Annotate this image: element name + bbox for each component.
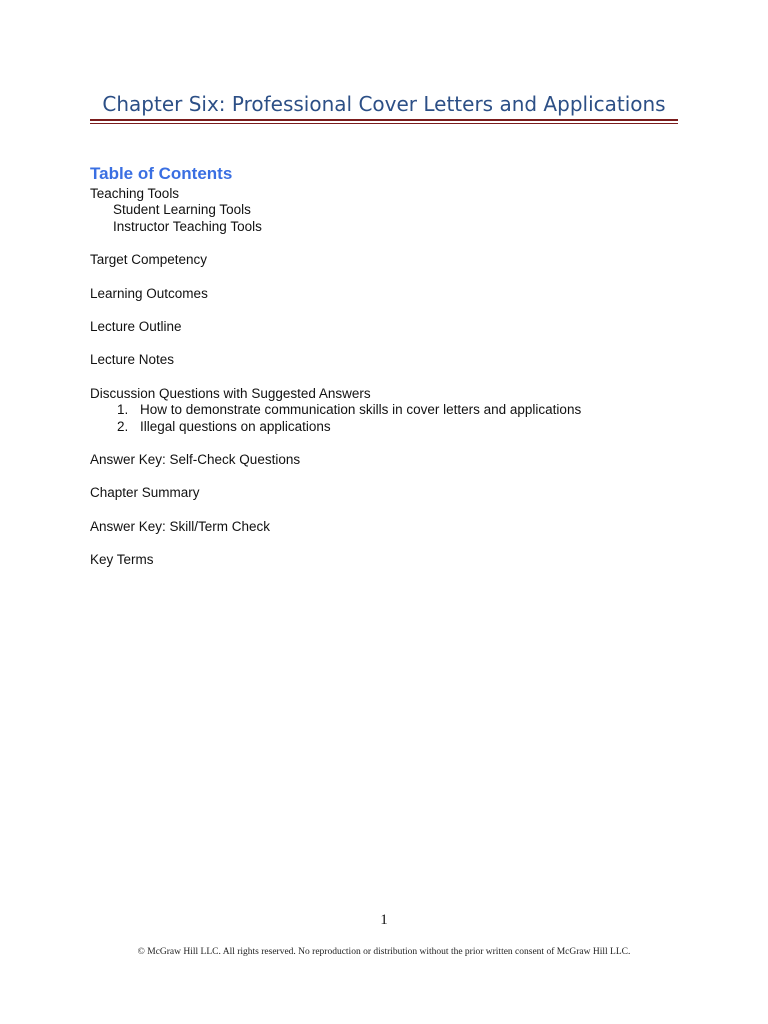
toc-item-target-competency: Target Competency — [90, 252, 208, 268]
toc-item-instructor-teaching-tools: Instructor Teaching Tools — [113, 218, 262, 234]
chapter-title: Chapter Six: Professional Cover Letters and Applications — [102, 92, 666, 116]
divider-line-thick — [90, 119, 678, 121]
toc-item-lecture-notes: Lecture Notes — [90, 352, 175, 368]
toc-item-student-learning-tools: Student Learning Tools — [113, 202, 251, 218]
title-divider — [90, 119, 678, 125]
toc-item-teaching-tools: Teaching Tools — [90, 186, 180, 201]
toc-item-chapter-summary: Chapter Summary — [90, 485, 200, 501]
toc-item-answer-key-skill-term: Answer Key: Skill/Term Check — [90, 518, 271, 534]
toc-item-answer-key-self-check: Answer Key: Self-Check Questions — [90, 452, 301, 468]
toc-item-learning-outcomes: Learning Outcomes — [90, 285, 208, 301]
toc-heading: Table of Contents — [90, 164, 233, 183]
toc-item-discussion-questions: Discussion Questions with Suggested Answers — [90, 385, 371, 401]
discussion-list — [90, 402, 690, 435]
list-item — [90, 402, 690, 418]
list-item — [90, 419, 690, 435]
list-item-number: 2. — [117, 418, 129, 434]
table-of-contents — [90, 164, 690, 569]
toc-item-lecture-outline: Lecture Outline — [90, 319, 182, 335]
divider-line-thin — [90, 123, 678, 124]
copyright-footer: © McGraw Hill LLC. All rights reserved. No reproduction or distribution without the prior written consent of McGraw Hill LLC. — [137, 947, 631, 957]
list-item-text: How to demonstrate communication skills in cover letters and applications — [140, 402, 582, 418]
list-item-number: 1. — [117, 402, 129, 418]
page-number: 1 — [380, 912, 388, 928]
list-item-text: Illegal questions on applications — [140, 418, 331, 434]
toc-item-key-terms: Key Terms — [90, 552, 154, 568]
